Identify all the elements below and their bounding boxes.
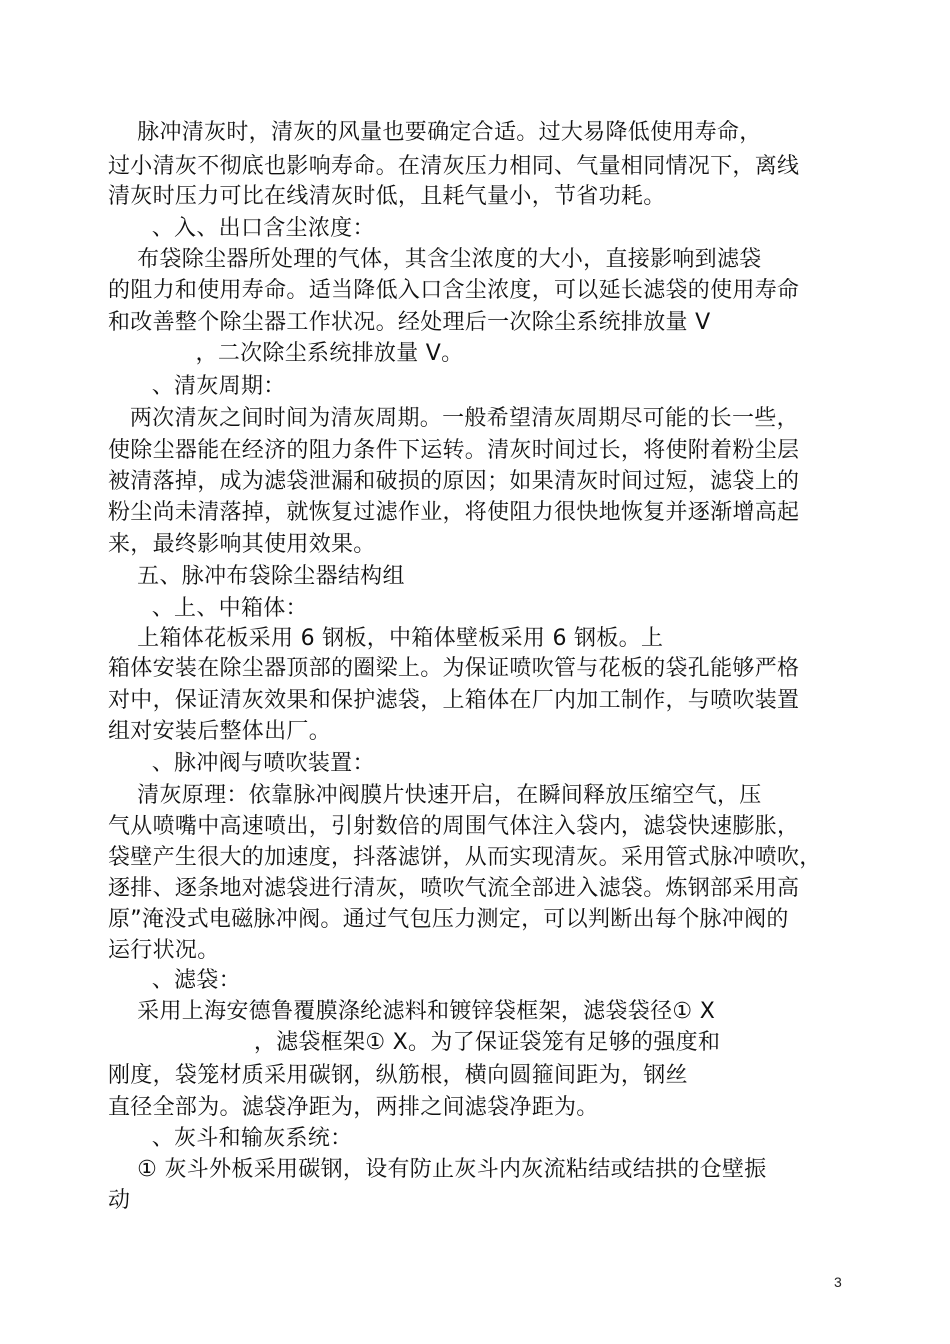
section-heading: 、清灰周期： [108, 374, 286, 399]
text-line: 采用上海安德鲁覆膜涤纶滤料和镀锌袋框架，滤袋袋径① X [108, 999, 716, 1024]
section-heading: 、脉冲阀与喷吹装置： [108, 751, 375, 776]
text-line: 上箱体花板采用 6 钢板，中箱体壁板采用 6 钢板。上 [108, 626, 664, 651]
section-heading: 、入、出口含尘浓度： [108, 216, 375, 241]
text-line: ① 灰斗外板采用碳钢，设有防止灰斗内灰流粘结或结拱的仓壁振 [108, 1157, 767, 1182]
text-line: 两次清灰之间时间为清灰周期。一般希望清灰周期尽可能的长一些， [108, 406, 799, 431]
text-line: 组对安装后整体出厂。 [108, 719, 332, 744]
section-heading: 、上、中箱体： [108, 596, 308, 621]
text-line: 动 [108, 1188, 131, 1213]
text-line: ，二次除尘系统排放量 V。 [108, 341, 464, 366]
text-line: 箱体安装在除尘器顶部的圈梁上。为保证喷吹管与花板的袋孔能够严格 [108, 656, 800, 681]
text-line: 直径全部为。滤袋净距为，两排之间滤袋净距为。 [108, 1095, 599, 1120]
text-line: 逐排、逐条地对滤袋进行清灰，喷吹气流全部进入滤袋。炼钢部采用高 [108, 876, 800, 901]
section-heading: 、灰斗和输灰系统： [108, 1126, 353, 1151]
text-line: 使除尘器能在经济的阻力条件下运转。清灰时间过长，将使附着粉尘层 [108, 438, 800, 463]
text-line: 和改善整个除尘器工作状况。经处理后一次除尘系统排放量 V [108, 310, 711, 335]
text-line: 来，最终影响其使用效果。 [108, 532, 376, 557]
section-heading: 、滤袋： [108, 968, 241, 993]
section-heading: 五、脉冲布袋除尘器结构组 [108, 564, 405, 589]
text-line: 对中，保证清灰效果和保护滤袋，上箱体在厂内加工制作，与喷吹装置 [108, 688, 800, 713]
text-line: 清灰原理：依靠脉冲阀膜片快速开启，在瞬间释放压缩空气，压 [108, 783, 762, 808]
text-line: 原”淹没式电磁脉冲阀。通过气包压力测定，可以判断出每个脉冲阀的 [108, 907, 789, 932]
text-line: 气从喷嘴中高速喷出，引射数倍的周围气体注入袋内，滤袋快速膨胀， [108, 814, 800, 839]
text-line: 袋壁产生很大的加速度，抖落滤饼，从而实现清灰。采用管式脉冲喷吹， [108, 845, 822, 870]
text-line: 的阻力和使用寿命。适当降低入口含尘浓度，可以延长滤袋的使用寿命 [108, 278, 800, 303]
text-line: 运行状况。 [108, 938, 220, 963]
text-line: 布袋除尘器所处理的气体，其含尘浓度的大小，直接影响到滤袋 [108, 247, 762, 272]
text-line: 过小清灰不彻底也影响寿命。在清灰压力相同、气量相同情况下，离线 [108, 154, 800, 179]
text-line: 被清落掉，成为滤袋泄漏和破损的原因；如果清灰时间过短，滤袋上的 [108, 469, 800, 494]
text-line: 清灰时压力可比在线清灰时低，且耗气量小，节省功耗。 [108, 184, 666, 209]
text-line: ，滤袋框架① X。为了保证袋笼有足够的强度和 [108, 1030, 721, 1055]
text-line: 刚度，袋笼材质采用碳钢，纵筋根，横向圆箍间距为，钢丝 [108, 1063, 688, 1088]
text-line: 粉尘尚未清落掉，就恢复过滤作业，将使阻力很快地恢复并逐渐增高起 [108, 500, 800, 525]
text-line: 脉冲清灰时，清灰的风量也要确定合适。过大易降低使用寿命， [108, 120, 762, 145]
page-number: 3 [834, 1274, 842, 1290]
